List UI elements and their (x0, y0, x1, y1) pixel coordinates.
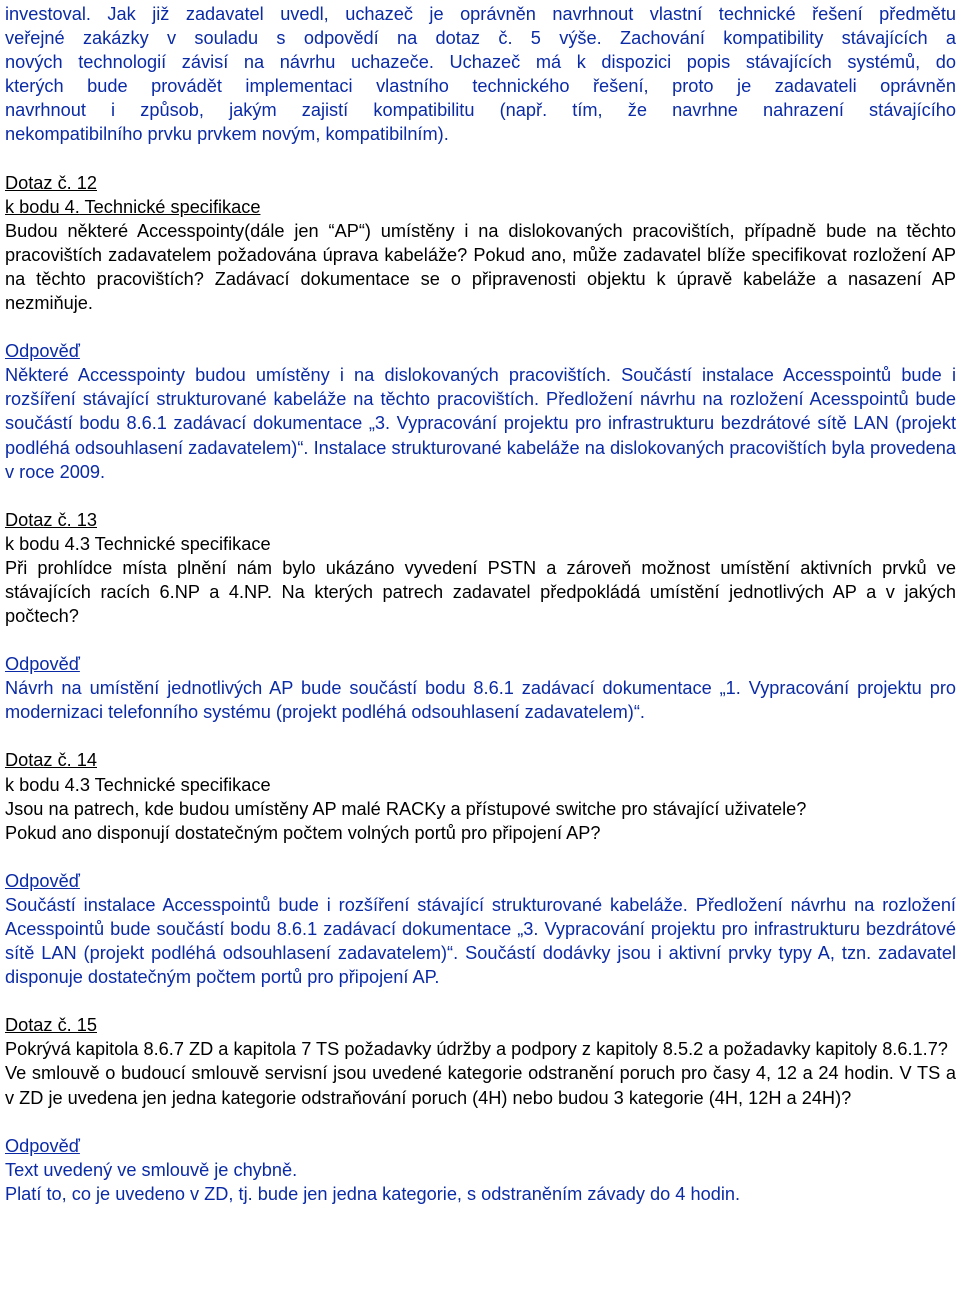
question-text: Při prohlídce místa plnění nám bylo ukázáno vyvedení PSTN a zároveň možnost umístění aktivních prvků ve stávajících racích 6.NP a 4.NP. Na kterých patrech zadavatel předpokládá umístění jednotlivých AP a v jakých počtech? (5, 557, 956, 627)
question-reference (5, 195, 956, 219)
question-heading-text: Dotaz č. 15 (5, 1015, 97, 1036)
question-text: Jsou na patrech, kde budou umístěny AP malé RACKy a přístupové switche pro stávající uživatele? (5, 798, 807, 819)
question-text: Pokud ano disponují dostatečným počtem volných portů pro připojení AP? (5, 822, 601, 843)
intro-line: nekompatibilního prvku prvkem novým, kompatibilním). (5, 124, 449, 145)
question-heading (5, 508, 956, 532)
intro-line-part: nových technologií závisí na návrhu uchazeče. Uchazeč má k dispozici popis stávajících systémů, do (5, 52, 956, 73)
answer-text: Součástí instalace Accesspointů bude i rozšíření stávající strukturované kabeláže. Předložení návrhu na rozložení Acesspointů bude součástí bodu 8.6.1 zadávací dokumentace „3. Vypracování projektu pro infrastrukturu bezdrátové sítě LAN (projekt podléhá odsouhlasení zadavatelem)“. Součástí dodávky jsou i aktivní prvky typy A, tzn. zadavatel disponuje dostatečným počtem portů pro připojení AP. (5, 894, 956, 988)
answer-label-text: Odpověď (5, 870, 80, 891)
spacer (5, 315, 956, 339)
question-block-13 (5, 508, 956, 725)
answer-label (5, 339, 956, 363)
intro-line: investoval. Jak již zadavatel uvedl, uchazeč je oprávněn navrhnout vlastní technické řešení předmětu (5, 4, 956, 24)
intro-paragraph (5, 2, 956, 147)
spacer (5, 845, 956, 869)
answer-text: Platí to, co je uvedeno v ZD, tj. bude jen jedna kategorie, s odstraněním závady do 4 hodin. (5, 1183, 741, 1204)
intro-line (5, 50, 956, 74)
question-block-12 (5, 171, 956, 484)
intro-line: kterých bude provádět implementaci vlastního technického řešení, proto je zadavateli oprávněn (5, 76, 956, 97)
answer-label (5, 652, 956, 676)
answer-text: Návrh na umístění jednotlivých AP bude součástí bodu 8.6.1 zadávací dokumentace „1. Vypracování projektu pro modernizaci telefonního systému (projekt podléhá odsouhlasení zadavatelem)“. (5, 678, 956, 723)
spacer (5, 1110, 956, 1134)
spacer (5, 147, 956, 171)
reference-title: Technické specifikace (79, 196, 261, 217)
question-block-15 (5, 1013, 956, 1206)
question-block-14 (5, 748, 956, 989)
question-heading (5, 1013, 956, 1037)
question-reference: k bodu 4.3 Technické specifikace (5, 533, 271, 554)
question-heading (5, 748, 956, 772)
question-heading (5, 171, 956, 195)
spacer (5, 724, 956, 748)
answer-label-text: Odpověď (5, 1135, 80, 1156)
answer-label (5, 869, 956, 893)
intro-line-part: veřejné zakázky v souladu s odpovědí na dotaz č. 5 výše. Zachování kompatibility stávajících a (5, 28, 956, 49)
intro-line: navrhnout i způsob, jakým zajistí kompatibilitu (např. tím, že navrhne nahrazení stávajícího (5, 100, 956, 121)
answer-label-text: Odpověď (5, 654, 80, 675)
intro-line (5, 26, 956, 50)
question-heading-text: Dotaz č. 14 (5, 750, 97, 771)
answer-text: Text uvedený ve smlouvě je chybně. (5, 1159, 298, 1180)
answer-label (5, 1134, 956, 1158)
answer-label-text: Odpověď (5, 341, 80, 362)
spacer (5, 628, 956, 652)
question-text: Pokrývá kapitola 8.6.7 ZD a kapitola 7 TS požadavky údržby a podpory z kapitoly 8.5.2 a požadavky kapitoly 8.6.1.7? (5, 1039, 948, 1060)
question-heading-text: Dotaz č. 12 (5, 172, 97, 193)
spacer (5, 484, 956, 508)
question-text: Budou některé Accesspointy(dále jen “AP“) umístěny i na dislokovaných pracovištích, případně bude na těchto pracovištích zadavatelem požadována úprava kabeláže? Pokud ano, může zadavatel blíže specifikovat rozložení AP na těchto pracovištích? Zadávací dokumentace se o připravenosti objektu k úpravě kabeláže a nasazení AP nezmiňuje. (5, 220, 956, 314)
answer-text: Některé Accesspointy budou umístěny i na dislokovaných pracovištích. Součástí instalace Accesspointů bude i rozšíření stávající strukturované kabeláže na těchto pracovištích. Předložení návrhu na rozložení Acesspointů bude součástí bodu 8.6.1 zadávací dokumentace „3. Vypracování projektu pro infrastrukturu bezdrátové sítě LAN (projekt podléhá odsouhlasení zadavatelem)“. Instalace strukturované kabeláže na dislokovaných pracovištích byla provedena v roce 2009. (5, 365, 956, 482)
reference-prefix: k bodu 4. (5, 196, 80, 217)
question-reference: k bodu 4.3 Technické specifikace (5, 774, 271, 795)
question-heading-text: Dotaz č. 13 (5, 509, 97, 530)
question-text: Ve smlouvě o budoucí smlouvě servisní jsou uvedené kategorie odstranění poruch pro časy 4, 12 a 24 hodin. V TS a v ZD je uvedena jen jedna kategorie odstraňování poruch (4H) nebo budou 3 kategorie (4H, 12H a 24H)? (5, 1063, 956, 1108)
spacer (5, 989, 956, 1013)
